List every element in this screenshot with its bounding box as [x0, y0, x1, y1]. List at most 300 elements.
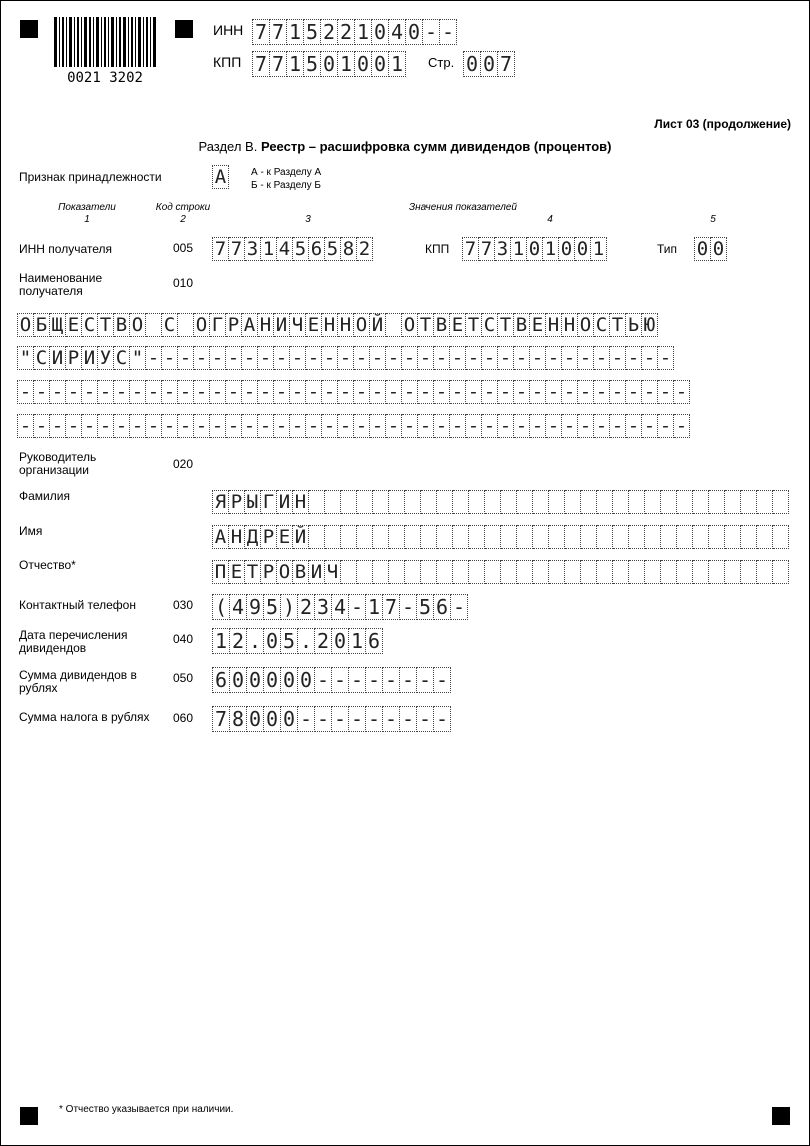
char-cell: 4	[277, 237, 293, 261]
char-cell: А	[212, 165, 229, 189]
surname-label: Фамилия	[19, 489, 70, 503]
char-cell: Й	[293, 525, 309, 549]
char-cell: 0	[264, 667, 281, 693]
char-cell	[437, 560, 453, 584]
char-cell: -	[210, 414, 226, 438]
char-cell: -	[17, 380, 34, 404]
char-cell	[341, 560, 357, 584]
char-cell: А	[242, 313, 258, 337]
char-cell: -	[210, 346, 226, 370]
char-cell: Ы	[245, 490, 261, 514]
recipient-name-line-2	[17, 346, 674, 370]
char-cell: Р	[261, 525, 277, 549]
char-cell: -	[210, 380, 226, 404]
char-cell	[485, 490, 501, 514]
char-cell: -	[402, 414, 418, 438]
char-cell: 0	[694, 237, 711, 261]
char-cell	[613, 560, 629, 584]
char-cell	[549, 560, 565, 584]
col-num-3: 3	[305, 214, 311, 225]
char-cell: -	[315, 706, 332, 732]
char-cell	[709, 560, 725, 584]
char-cell: 7	[252, 19, 270, 45]
char-cell: Н	[546, 313, 562, 337]
char-cell: 0	[355, 51, 372, 77]
col-num-5: 5	[710, 214, 716, 225]
char-cell: 5	[325, 237, 341, 261]
col-indicators: Показатели	[58, 202, 116, 213]
char-cell: 3	[245, 237, 261, 261]
char-cell: 0	[711, 237, 727, 261]
char-cell: -	[258, 380, 274, 404]
char-cell: О	[578, 313, 594, 337]
char-cell: -	[418, 380, 434, 404]
char-cell: -	[194, 380, 210, 404]
footnote: * Отчество указывается при наличии.	[59, 1104, 234, 1115]
char-cell	[549, 525, 565, 549]
char-cell: -	[498, 414, 514, 438]
char-cell: )	[281, 594, 298, 620]
char-cell: -	[434, 706, 451, 732]
char-cell: 0	[247, 667, 264, 693]
char-cell: Н	[322, 313, 338, 337]
char-cell	[757, 560, 773, 584]
date-code: 040	[173, 632, 194, 646]
header-page-cells	[463, 51, 515, 77]
char-cell: -	[514, 346, 530, 370]
char-cell: -	[562, 346, 578, 370]
char-cell: 5	[304, 19, 321, 45]
char-cell	[517, 525, 533, 549]
char-cell: 2	[230, 628, 247, 654]
char-cell: -	[482, 346, 498, 370]
char-cell: Г	[210, 313, 226, 337]
char-cell: С	[594, 313, 610, 337]
char-cell: -	[258, 414, 274, 438]
char-cell	[677, 490, 693, 514]
char-cell: -	[658, 346, 674, 370]
char-cell: 0	[463, 51, 481, 77]
char-cell	[629, 560, 645, 584]
char-cell	[741, 525, 757, 549]
header-page-label: Стр.	[428, 55, 455, 70]
char-cell: 0	[575, 237, 591, 261]
char-cell: -	[386, 414, 402, 438]
char-cell: -	[402, 346, 418, 370]
char-cell: -	[674, 414, 690, 438]
char-cell: А	[212, 525, 229, 549]
char-cell: 0	[230, 667, 247, 693]
char-cell	[677, 525, 693, 549]
char-cell: 0	[527, 237, 543, 261]
char-cell: -	[338, 346, 354, 370]
char-cell: И	[277, 490, 293, 514]
char-cell: -	[514, 414, 530, 438]
char-cell	[533, 560, 549, 584]
char-cell: 7	[212, 237, 229, 261]
col-values: Значения показателей	[408, 202, 517, 213]
char-cell: -	[498, 346, 514, 370]
char-cell: Р	[261, 560, 277, 584]
corner-marker-top-mid	[175, 20, 193, 38]
char-cell	[437, 490, 453, 514]
char-cell	[709, 490, 725, 514]
char-cell: Н	[293, 490, 309, 514]
sheet-label: Лист 03 (продолжение)	[654, 117, 791, 131]
col-line-code: Код строки	[155, 202, 211, 213]
char-cell: И	[50, 346, 66, 370]
char-cell: Щ	[50, 313, 66, 337]
char-cell: -	[315, 667, 332, 693]
char-cell: 2	[298, 594, 315, 620]
char-cell	[357, 525, 373, 549]
char-cell: О	[17, 313, 34, 337]
barcode-icon	[54, 17, 156, 67]
recipient-type-label: Тип	[657, 242, 678, 256]
char-cell: -	[194, 346, 210, 370]
tax-cells	[212, 706, 451, 732]
header-inn-label: ИНН	[213, 22, 244, 38]
char-cell: -	[354, 414, 370, 438]
char-cell: -	[146, 414, 162, 438]
char-cell: С	[34, 346, 50, 370]
char-cell: -	[530, 380, 546, 404]
char-cell: -	[642, 346, 658, 370]
char-cell: -	[332, 667, 349, 693]
char-cell	[661, 490, 677, 514]
char-cell	[501, 490, 517, 514]
tax-code: 060	[173, 711, 194, 725]
char-cell	[341, 525, 357, 549]
char-cell: -	[434, 380, 450, 404]
char-cell: 7	[252, 51, 270, 77]
char-cell: -	[482, 380, 498, 404]
char-cell: 5	[281, 628, 298, 654]
char-cell: Ч	[290, 313, 306, 337]
char-cell: -	[417, 706, 434, 732]
char-cell	[597, 525, 613, 549]
affiliation-cells	[212, 165, 229, 189]
char-cell	[645, 560, 661, 584]
char-cell	[661, 525, 677, 549]
char-cell	[597, 560, 613, 584]
char-cell: 0	[281, 667, 298, 693]
char-cell: Р	[66, 346, 82, 370]
char-cell	[709, 525, 725, 549]
char-cell: Т	[98, 313, 114, 337]
char-cell: -	[178, 346, 194, 370]
corner-marker-bottom-left	[20, 1107, 38, 1125]
char-cell: Е	[306, 313, 322, 337]
date-cells	[212, 628, 383, 654]
date-label: Дата перечисления дивидендов	[19, 628, 128, 655]
char-cell: -	[34, 414, 50, 438]
char-cell: -	[322, 380, 338, 404]
recipient-name-code: 010	[173, 276, 194, 290]
char-cell: 0	[298, 667, 315, 693]
char-cell: И	[309, 560, 325, 584]
char-cell: Ю	[642, 313, 658, 337]
recipient-name-line-4	[17, 414, 690, 438]
char-cell	[469, 560, 485, 584]
char-cell: -	[482, 414, 498, 438]
char-cell	[405, 560, 421, 584]
char-cell: О	[194, 313, 210, 337]
char-cell	[357, 490, 373, 514]
phone-label: Контактный телефон	[19, 598, 136, 612]
char-cell: -	[400, 667, 417, 693]
char-cell: -	[242, 380, 258, 404]
char-cell: 1	[212, 628, 230, 654]
char-cell: С	[162, 313, 178, 337]
char-cell: 5	[293, 237, 309, 261]
char-cell: 0	[406, 19, 423, 45]
char-cell: (	[212, 594, 230, 620]
char-cell	[517, 490, 533, 514]
char-cell: -	[466, 380, 482, 404]
char-cell: -	[226, 380, 242, 404]
char-cell: -	[402, 380, 418, 404]
recipient-kpp-cells	[462, 237, 607, 261]
char-cell: -	[626, 414, 642, 438]
char-cell: В	[114, 313, 130, 337]
barcode	[54, 17, 156, 86]
char-cell: 5	[304, 51, 321, 77]
char-cell: -	[658, 380, 674, 404]
char-cell	[533, 490, 549, 514]
char-cell: "	[130, 346, 146, 370]
char-cell: -	[383, 706, 400, 732]
char-cell: Е	[229, 560, 245, 584]
char-cell: Н	[229, 525, 245, 549]
char-cell	[309, 490, 325, 514]
char-cell: -	[178, 380, 194, 404]
char-cell: С	[114, 346, 130, 370]
char-cell: -	[626, 346, 642, 370]
char-cell: 4	[389, 19, 406, 45]
char-cell	[693, 490, 709, 514]
char-cell: -	[306, 380, 322, 404]
char-cell	[386, 313, 402, 337]
char-cell	[581, 560, 597, 584]
char-cell: -	[162, 380, 178, 404]
char-cell: 1	[591, 237, 607, 261]
char-cell: И	[274, 313, 290, 337]
char-cell: -	[434, 667, 451, 693]
dividends-code: 050	[173, 671, 194, 685]
char-cell: -	[290, 414, 306, 438]
char-cell: -	[242, 414, 258, 438]
char-cell: 2	[315, 628, 332, 654]
recipient-name-label: Наименование получателя	[19, 271, 103, 298]
col-num-2: 2	[180, 214, 186, 225]
header-inn-cells	[252, 19, 457, 45]
head-label: Руководитель организации	[19, 450, 97, 477]
char-cell	[453, 490, 469, 514]
char-cell: -	[642, 414, 658, 438]
char-cell: В	[434, 313, 450, 337]
char-cell: 0	[281, 706, 298, 732]
char-cell: Т	[610, 313, 626, 337]
patronymic-label: Отчество*	[19, 558, 76, 572]
char-cell: -	[642, 380, 658, 404]
char-cell: 7	[383, 594, 400, 620]
char-cell: -	[434, 414, 450, 438]
char-cell: -	[423, 19, 440, 45]
char-cell: -	[578, 414, 594, 438]
char-cell: -	[50, 380, 66, 404]
char-cell	[517, 560, 533, 584]
corner-marker-top-left	[20, 20, 38, 38]
char-cell: 0	[332, 628, 349, 654]
char-cell: -	[332, 706, 349, 732]
char-cell: В	[514, 313, 530, 337]
char-cell	[453, 525, 469, 549]
char-cell: -	[578, 346, 594, 370]
char-cell: .	[247, 628, 264, 654]
char-cell: -	[610, 346, 626, 370]
char-cell	[677, 560, 693, 584]
char-cell: Д	[245, 525, 261, 549]
char-cell: 4	[230, 594, 247, 620]
char-cell: -	[226, 346, 242, 370]
barcode-number: 0021 3202	[54, 70, 156, 86]
char-cell	[757, 490, 773, 514]
char-cell: Е	[66, 313, 82, 337]
char-cell: -	[162, 346, 178, 370]
char-cell: -	[370, 380, 386, 404]
char-cell	[773, 525, 789, 549]
char-cell: -	[274, 414, 290, 438]
char-cell	[725, 525, 741, 549]
char-cell	[373, 490, 389, 514]
char-cell: 7	[270, 51, 287, 77]
char-cell: -	[349, 667, 366, 693]
char-cell: -	[546, 414, 562, 438]
char-cell: -	[322, 346, 338, 370]
char-cell	[565, 490, 581, 514]
char-cell: 9	[247, 594, 264, 620]
char-cell	[325, 525, 341, 549]
tax-label: Сумма налога в рублях	[19, 710, 150, 724]
recipient-type-cells	[694, 237, 727, 261]
char-cell: 0	[264, 628, 281, 654]
char-cell: -	[400, 594, 417, 620]
header-kpp-label: КПП	[213, 54, 242, 70]
char-cell	[741, 560, 757, 584]
char-cell: Н	[562, 313, 578, 337]
char-cell: -	[674, 380, 690, 404]
char-cell: Н	[338, 313, 354, 337]
corner-marker-bottom-right	[772, 1107, 790, 1125]
char-cell: -	[274, 346, 290, 370]
char-cell: -	[658, 414, 674, 438]
char-cell: -	[498, 380, 514, 404]
char-cell: 0	[559, 237, 575, 261]
char-cell: -	[338, 414, 354, 438]
char-cell: О	[277, 560, 293, 584]
char-cell: 7	[462, 237, 479, 261]
char-cell: Е	[450, 313, 466, 337]
char-cell: -	[594, 346, 610, 370]
char-cell: -	[386, 380, 402, 404]
char-cell: -	[66, 380, 82, 404]
char-cell: -	[562, 380, 578, 404]
char-cell	[421, 525, 437, 549]
dividends-cells	[212, 667, 451, 693]
char-cell: 2	[357, 237, 373, 261]
char-cell: Р	[226, 313, 242, 337]
char-cell: Т	[498, 313, 514, 337]
char-cell: -	[400, 706, 417, 732]
dividends-label: Сумма дивидендов в рублях	[19, 668, 137, 695]
char-cell: 3	[315, 594, 332, 620]
char-cell	[341, 490, 357, 514]
char-cell	[437, 525, 453, 549]
char-cell: -	[114, 380, 130, 404]
char-cell: Р	[229, 490, 245, 514]
char-cell: -	[162, 414, 178, 438]
char-cell: Т	[466, 313, 482, 337]
char-cell	[661, 560, 677, 584]
char-cell	[389, 560, 405, 584]
surname-cells	[212, 490, 789, 514]
char-cell: "	[17, 346, 34, 370]
char-cell: -	[370, 346, 386, 370]
affiliation-note-a: А - к Разделу А	[251, 167, 322, 178]
char-cell: -	[50, 414, 66, 438]
char-cell: 8	[230, 706, 247, 732]
char-cell: -	[349, 706, 366, 732]
char-cell: 1	[543, 237, 559, 261]
char-cell: -	[242, 346, 258, 370]
char-cell	[693, 560, 709, 584]
char-cell: -	[440, 19, 457, 45]
char-cell: 1	[287, 19, 304, 45]
char-cell: Ч	[325, 560, 341, 584]
char-cell: 0	[372, 51, 389, 77]
char-cell: 0	[264, 706, 281, 732]
char-cell	[725, 560, 741, 584]
char-cell	[725, 490, 741, 514]
char-cell: -	[610, 414, 626, 438]
char-cell: -	[434, 346, 450, 370]
patronymic-cells	[212, 560, 789, 584]
char-cell: 3	[495, 237, 511, 261]
recipient-kpp-label: КПП	[425, 242, 450, 256]
char-cell	[421, 560, 437, 584]
recipient-name-line-3	[17, 380, 690, 404]
char-cell: 6	[434, 594, 451, 620]
char-cell: -	[366, 706, 383, 732]
char-cell: -	[298, 706, 315, 732]
char-cell: И	[82, 346, 98, 370]
char-cell	[325, 490, 341, 514]
char-cell: -	[98, 414, 114, 438]
char-cell	[485, 525, 501, 549]
recipient-inn-label: ИНН получателя	[19, 242, 112, 256]
char-cell: 7	[498, 51, 515, 77]
char-cell	[565, 525, 581, 549]
col-num-4: 4	[547, 214, 553, 225]
char-cell: -	[546, 380, 562, 404]
char-cell: 6	[366, 628, 383, 654]
char-cell	[629, 490, 645, 514]
char-cell	[565, 560, 581, 584]
char-cell: -	[354, 346, 370, 370]
char-cell: Й	[370, 313, 386, 337]
char-cell	[693, 525, 709, 549]
